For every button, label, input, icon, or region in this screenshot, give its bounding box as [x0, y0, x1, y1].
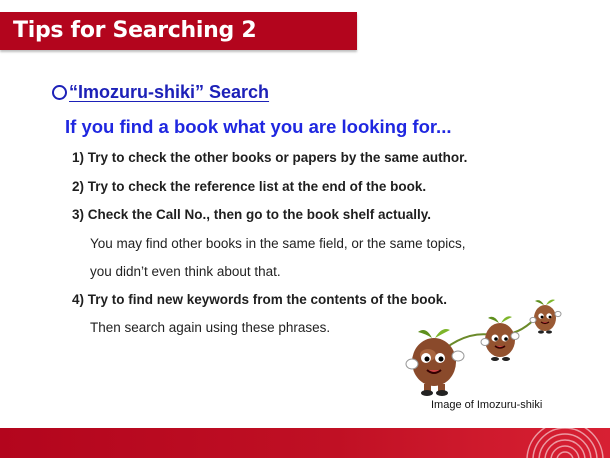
list-item: 2) Try to check the reference list at the end of the book.: [72, 179, 427, 194]
footer-bar: [0, 428, 610, 458]
list-item: 1) Try to check the other books or papers by the same author.: [72, 150, 468, 165]
circle-bullet-icon: [52, 85, 67, 100]
list-item: 4) Try to find new keywords from the contents of the book.: [72, 292, 448, 307]
list-item-detail: You may find other books in the same field, or the same topics,: [90, 236, 466, 251]
imozuru-mascots-illustration: [402, 290, 582, 400]
sweet-potato-mascot-icon: [530, 300, 561, 334]
list-item: 3) Check the Call No., then go to the book shelf actually.: [72, 207, 432, 222]
lead-text: If you find a book what you are looking for...: [65, 116, 452, 137]
sweet-potato-mascot-icon: [406, 329, 464, 396]
list-item-detail: Then search again using these phrases.: [90, 320, 331, 335]
swirl-logo-icon: [510, 428, 610, 458]
title-bar: [0, 12, 357, 50]
section-heading: [52, 80, 269, 104]
sweet-potato-mascot-icon: [481, 316, 519, 361]
slide-title: Tips for Searching 2: [13, 18, 257, 43]
section-heading-text: “Imozuru-shiki” Search: [69, 81, 270, 102]
list-item-detail: you didn’t even think about that.: [90, 264, 281, 279]
image-caption: Image of Imozuru-shiki: [431, 399, 543, 411]
